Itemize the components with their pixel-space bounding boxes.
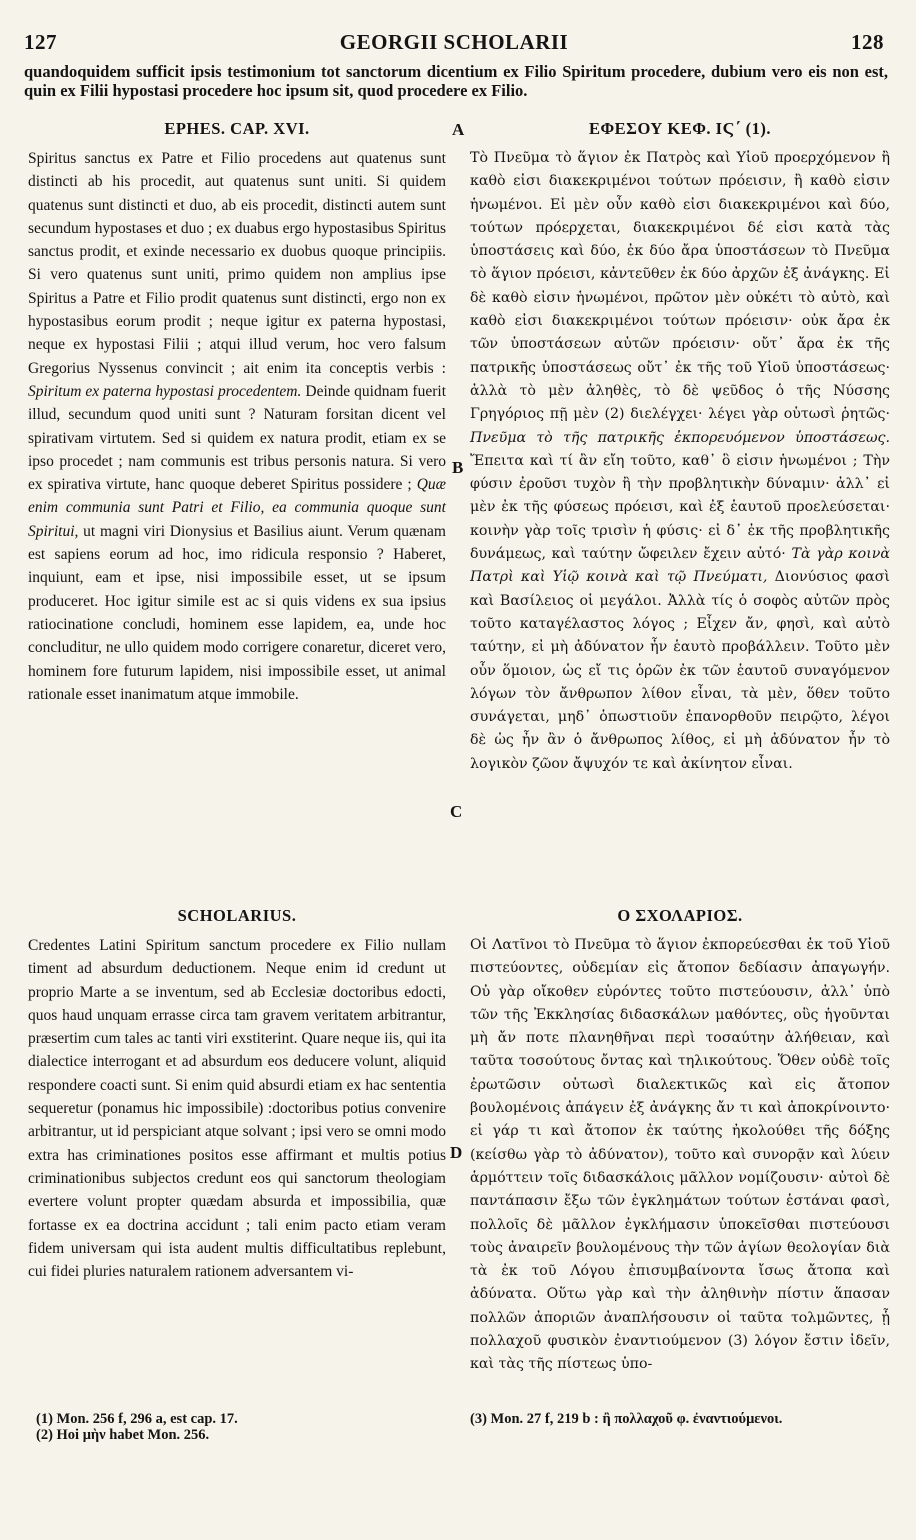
- right-page-number: 128: [851, 30, 884, 54]
- margin-letter-b: B: [452, 458, 464, 477]
- ephes-latin-heading: EPHES. CAP. XVI.: [164, 119, 310, 138]
- ephes-latin-quote-1: Spiritum ex paterna hypostasi procedentem.: [28, 382, 302, 400]
- scholarius-latin-paragraph: Credentes Latini Spiritum sanctum procedere ex Filio nullam timent ad absurdum deductionem. Neque enim id credunt ut proprio Marte a se inventum, sed ab Ecclesiæ doctoribus edocti, quos haud unquam errasse circa tam gravem veritatem arbitrantur, præsertim cum tales ac tanti viri exstiterint. Quare neque iis, qui ita dialectice interrogant et ad absurdum eos deducere volunt, aliquid respondere coacti sunt. Si enim quid absurdi etiam ex hac sententia sequeretur (ponamus hic impossibile) :doctoribus potius convenire arbitrantur, ut id perspiciant atque solvant ; ipsi vero se omni modo extra has criminationes positos esse affirmant et multis potius criminationibus subjectos credunt eos qui sanctorum theologiam evertere volunt propter quædam absurda et impossibilia, quæ fortasse ex ea doctrina accidunt ; tali enim pacto etiam veram fidem universam qui ista audent multis difficultatibus replebunt, cui fidei pluries naturalem rationem adversantem vi-: [28, 937, 446, 1281]
- scholarius-latin-text: [28, 934, 446, 1283]
- footnote-2: (2) Hoi μὴν habet Mon. 256.: [36, 1426, 210, 1443]
- ephes-greek-heading: ΕΦΕΣΟΥ ΚΕΦ. ΙϚ΄ (1).: [588, 119, 772, 138]
- ephes-latin-text-a: Spiritus sanctus ex Patre et Filio procedens aut quatenus sunt distincti ab his procedit, aut quatenus sunt uniti. Si quidem quatenus sunt distincti et duo, ab eis procedit, distincti autem sunt secundum hypostases et duo ; ex duabus ergo hypostasibus Spiritus sanctus prodit, et exinde necessario ex duobus quoque principiis. Si vero quatenus sunt uniti, primo quidem non amplius ipse Spiritus a Patre et Filio prodit quatenus sunt distincti, ergo non ex hypostasibus eorum prodit ; neque igitur ex paterna hypostasi, neque ex hypostasi Filii ; atqui illud verum, hoc vero falsum Gregorius Nyssenus convincit ; ait enim ita conceptis verbis :: [28, 150, 446, 377]
- footnote-3: (3) Mon. 27 f, 219 b : ἢ πολλαχοῦ φ. ἐναντιούμενοι.: [470, 1411, 783, 1427]
- footnote-1: (1) Mon. 256 f, 296 a, est cap. 17.: [36, 1411, 238, 1427]
- margin-letter-a: A: [452, 120, 465, 139]
- margin-letter-c: C: [450, 802, 463, 821]
- running-title: GEORGII SCHOLARII: [339, 30, 569, 54]
- left-page-number: 127: [24, 30, 57, 54]
- ephes-greek-text: [470, 147, 890, 776]
- ephes-latin-text-b: Deinde quidnam fuerit illud, secundum quod uniti sunt ? Naturam forsitan dicent vel spirativam virtutem. Sed si quidem ex natura prodit, etiam ex se ipso procedet ; nam communis est tribus personis natura. Si vero ex spirativa virtute, hanc quoque deberet Spiritus possidere ;: [28, 382, 446, 494]
- intro-paragraph: quandoquidem sufficit ipsis testimonium tot sanctorum dicentium ex Filio Spiritum procedere, dubium vero eis non est, quin ex Filii hypostasi procedere hoc ipsum sit, quod procedere ex Filio.: [24, 62, 888, 100]
- scholarius-greek-heading: Ο ΣΧΟΛΑΡΙΟΣ.: [617, 906, 743, 925]
- ephes-latin-quote-2: Quæ enim communia sunt Patri et Filio, ea communia quoque sunt Spiritui,: [28, 476, 447, 540]
- footnotes-left: [36, 1412, 436, 1443]
- ephes-greek-quote-1: Πνεῦμα τὸ τῆς πατρικῆς ἐκπορευόμενον ὑποστάσεως.: [470, 429, 890, 446]
- running-header: [24, 30, 884, 56]
- ephes-greek-text-a: Τὸ Πνεῦμα τὸ ἅγιον ἐκ Πατρὸς καὶ Υἱοῦ προερχόμενον ἢ καθὸ εἰσι διακεκριμένοι τούτων πρόεισιν, ἢ καθὸ εἰσιν ἡνωμένοι. Εἰ μὲν οὖν καθὸ εἰσι διακεκριμένοι καὶ δύο, τούτων πρόερχεται, διακεκριμένοι δέ εἰσι κατὰ τὰς ὑποστάσεις καὶ δύο, ἐκ δύο ἄρα ὑποστάσεων τὸ Πνεῦμα τὸ ἅγιον πρόεισι, κἀντεῦθεν ἐκ δύο ἀρχῶν ἐξ ἀνάγκης. Εἰ δὲ καθὸ εἰσιν ἡνωμένοι, πρῶτον μὲν οὐκέτι τὸ αὐτὸ, καὶ καθὸ εἰσι διακεκριμένοι τούτων πρόεισιν· οὐκ ἄρα ἐκ τῶν ὑποστάσεων αὐτῶν πρόεισιν· οὔτ᾽ ἄρα ἐκ τῆς πατρικῆς ὑποστάσεως οὔτ᾽ ἐκ τῆς τοῦ Υἱοῦ ὑποστάσεως· ἀλλὰ τὸ μὲν ἀληθὲς, τὸ δὲ ψεῦδος ὁ τῆς Νύσσης Γρηγόριος πῇ μὲν (2) διελέγχει· λέγει γὰρ οὑτωσὶ ῥητῶς·: [470, 150, 890, 423]
- margin-letter-d: D: [450, 1143, 463, 1162]
- ephes-greek-text-b: Ἔπειτα καὶ τί ἂν εἴη τοῦτο, καθ᾽ ὃ εἰσιν ἡνωμένοι ; Τὴν φύσιν ἐροῦσι τυχὸν ἢ τὴν προβλητικὴν δύναμιν· ἀλλ᾽ εἰ μὲν ἐκ τῆς φύσεως πρόεισι, καὶ ἐξ ἑαυτοῦ προελεύσεται· κοινὴν γὰρ τοῖς τρισὶν ἡ φύσις· εἰ δ᾽ ἐκ τῆς προβλητικῆς δυνάμεως, καὶ ταύτην ὤφειλεν ἔχειν αὐτό·: [470, 452, 890, 563]
- ephes-latin-text: [28, 147, 446, 706]
- ephes-greek-quote-2: Τὰ γὰρ κοινὰ Πατρὶ καὶ Υἱῷ κοινὰ καὶ τῷ Πνεύματι,: [470, 546, 890, 586]
- ephes-latin-text-c: ut magni viri Dionysius et Basilius aiunt. Verum quænam est sapiens eorum ad hoc, imo ridicula responsio ? Haberet, inquiunt, eam et ipse, nisi impossibile esset, ut se ipsum produceret. Hoc igitur simile est ac si quis videns ex sua ipsius ratiocinatione concludi, hominem esse lapidem, ea, unde hoc concluditur, ne ullo quidem modo corrigere conaretur, diceret vero, hominem fore futurum lapidem, nisi impossibile esset, ut animal rationale esset inanimatum atque immobile.: [28, 522, 446, 703]
- ephes-greek-text-c: Διονύσιος φασὶ καὶ Βασίλειος οἱ μεγάλοι. Ἀλλὰ τίς ὁ σοφὸς αὐτῶν πρὸς τοῦτο καταγέλαστος λόγος ; Εἶχεν ἄν, φησὶ, καὶ αὐτὸ ταύτην, εἰ μὴ ἀδύνατον ἦν ἑαυτὸ προβάλλειν. Τοῦτο μὲν οὖν ὅμοιον, ὡς εἴ τις ὁρῶν ἐκ τῶν ἑαυτοῦ συναγόμενον λόγων τὸν ἄνθρωπον λίθον εἶναι, τὰ μὲν, ὅθεν τοῦτο συνάγεται, μηδ᾽ ὁπωστιοῦν ἐπανορθοῦν πειρῷτο, λέγοι δὲ ὡς ἦν ἂν ὁ ἄνθρωπος λίθος, εἰ μὴ ἀδύνατον ἦν τὸ λογικὸν ζῶον ἄψυχόν τε καὶ ἀκίνητον εἶναι.: [470, 569, 890, 772]
- scholarius-greek-paragraph: Οἱ Λατῖνοι τὸ Πνεῦμα τὸ ἅγιον ἐκπορεύεσθαι ἐκ τοῦ Υἱοῦ πιστεύοντες, οὐδεμίαν εἰς ἄτοπον δεδίασιν ἀπαγωγήν. Οὐ γὰρ οἴκοθεν εὑρόντες τοῦτο πιστεύουσιν, ἀλλ᾽ ὑπὸ τῶν τῆς Ἐκκλησίας διδασκάλων μαθόντες, οὓς ἡγοῦνται μὴ ἄν ποτε πλανηθῆναι περὶ τοσαύτην ἀλήθειαν, καὶ ταῦτα τοσούτους ὄντας καὶ τηλικούτους. Ὅθεν οὐδὲ τοῖς ἐρωτῶσιν οὑτωσὶ διαλεκτικῶς καὶ εἰς ἄτοπον βουλομένοις ἀπάγειν ἐξ ἀνάγκης ἄν τι καὶ ἀποκρίνοιντο· εἰ γάρ τι καὶ ἄτοπον ἐκ ταύτης ἠκολούθει τῆς δόξης (κείσθω γὰρ τὸ ἀδύνατον), τοῦτο καὶ συνορᾷν καὶ λύειν ἁρμόττειν τοῖς διδασκάλοις μᾶλλον νομίζουσιν· αὐτοὶ δὲ παντάπασιν ἔξω τῶν ἐγκλημάτων τούτων ἑστάναι φασὶ, πολλοῖς δὲ μᾶλλον ἐγκλήμασιν ὑποκεῖσθαι πιστεύουσι τοὺς ἀναιρεῖν βουλομένους τὴν τῶν ἁγίων θεολογίαν διὰ τὰ ἐκ τοῦ Λόγου ἐπισυμβαίνοντα ἴσως ἄτοπα καὶ ἀδύνατα. Οὕτω γὰρ καὶ τὴν ἀληθινὴν πίστιν ἅπασαν πολλῶν ἀποριῶν ἀναπλήσουσιν οἱ ταῦτα τολμῶντες, ᾗ πολλαχοῦ φυσικὸν ἐναντιούμενον (3) λόγον ἔστιν ἰδεῖν, καὶ τὰς τῆς πίστεως ὑπο-: [470, 937, 890, 1373]
- scholarius-greek-text: [470, 934, 890, 1377]
- scholarius-latin-heading: SCHOLARIUS.: [177, 906, 297, 925]
- footnotes-right: [470, 1412, 890, 1428]
